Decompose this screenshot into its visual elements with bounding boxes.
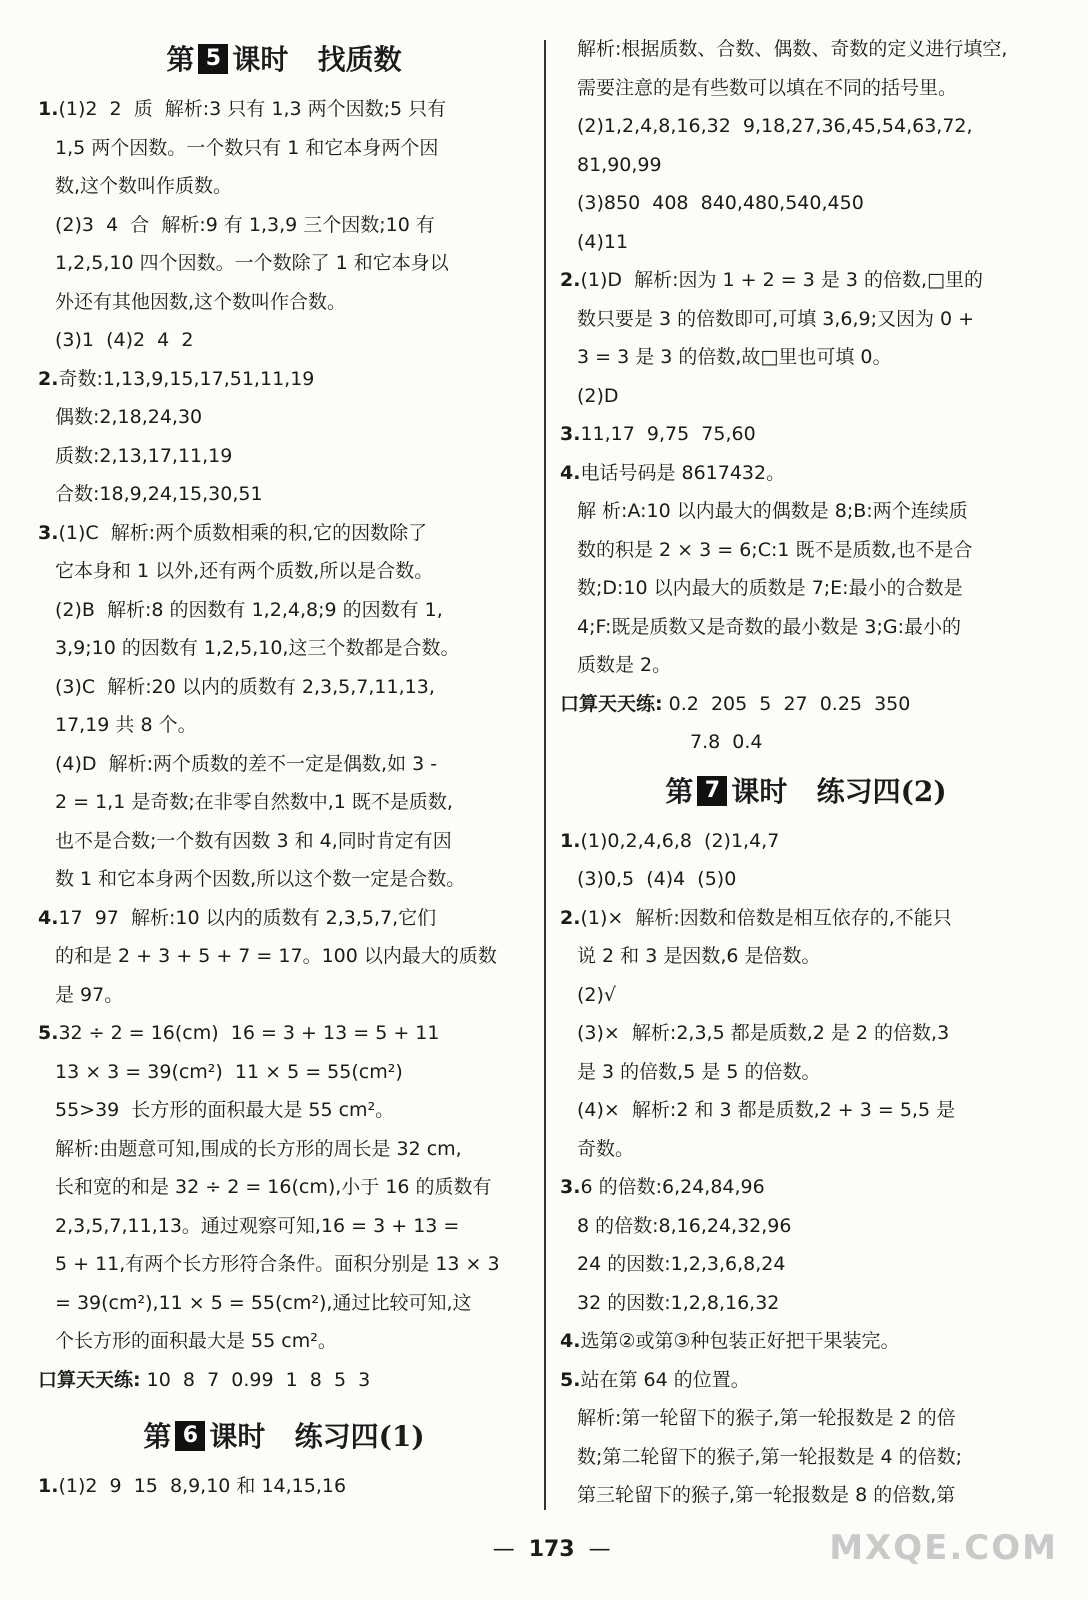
answer-line xyxy=(560,69,1052,108)
answer-line xyxy=(560,937,1052,976)
answer-text: (1)C 解析:两个质数相乘的积,它的因数除了 xyxy=(58,521,428,544)
column-divider xyxy=(544,40,546,1510)
answer-line xyxy=(38,976,530,1015)
answer-line xyxy=(560,184,1052,223)
lesson-title: 练习四(2) xyxy=(816,774,947,808)
mental-math-line xyxy=(560,723,1052,762)
lesson-heading xyxy=(38,1407,530,1467)
answer-line xyxy=(38,129,530,168)
answer-line xyxy=(560,223,1052,262)
answer-line xyxy=(38,552,530,591)
answer-text: 的和是 2 + 3 + 5 + 7 = 17。100 以内最大的质数 xyxy=(55,945,497,967)
answer-text: 11,17 9,75 75,60 xyxy=(580,423,756,445)
answer-text: 2 = 1,1 是奇数;在非零自然数中,1 既不是质数, xyxy=(55,791,453,813)
answer-text: 55>39 长方形的面积最大是 55 cm²。 xyxy=(55,1099,395,1121)
footer-dash-right: — xyxy=(588,1537,611,1562)
answer-text: 也不是合数;一个数有因数 3 和 4,同时肯定有因 xyxy=(55,829,452,852)
answer-line xyxy=(38,1245,530,1284)
answer-line xyxy=(560,1322,1052,1361)
answer-line xyxy=(38,937,530,976)
answer-text: 电话号码是 8617432。 xyxy=(580,461,786,484)
answer-text: (3)× 解析:2,3,5 都是质数,2 是 2 的倍数,3 xyxy=(577,1022,950,1044)
answer-text: 24 的因数:1,2,3,6,8,24 xyxy=(577,1253,786,1275)
answer-text: 长和宽的和是 32 ÷ 2 = 16(cm),小于 16 的质数有 xyxy=(55,1176,492,1198)
answer-line xyxy=(560,261,1052,300)
answer-text: 解析:第一轮留下的猴子,第一轮报数是 2 的倍 xyxy=(577,1407,956,1429)
answer-text: (3)1 (4)2 4 2 xyxy=(55,329,194,351)
answer-text: 6 的倍数:6,24,84,96 xyxy=(580,1176,765,1198)
question-number: 3. xyxy=(38,521,59,544)
answer-text: 它本身和 1 以外,还有两个质数,所以是合数。 xyxy=(55,560,434,582)
answer-text: 81,90,99 xyxy=(577,153,662,176)
answer-text: 第三轮留下的猴子,第一轮报数是 8 的倍数,第 xyxy=(577,1484,956,1506)
answer-line xyxy=(38,437,530,476)
answer-text: 数;第二轮留下的猴子,第一轮报数是 4 的倍数; xyxy=(577,1445,963,1468)
answer-line xyxy=(560,976,1052,1015)
mental-math-line xyxy=(560,685,1052,724)
answer-line xyxy=(38,321,530,360)
answer-text: (2)3 4 合 解析:9 有 1,3,9 三个因数;10 有 xyxy=(55,213,435,236)
answer-line xyxy=(38,1207,530,1246)
question-number: 2. xyxy=(560,906,581,929)
question-number: 5. xyxy=(560,1368,581,1391)
answer-text: 质数是 2。 xyxy=(577,654,672,676)
answer-line xyxy=(560,1476,1052,1515)
answer-line xyxy=(560,1207,1052,1246)
answer-text: 1,2,5,10 四个因数。一个数除了 1 和它本身以 xyxy=(55,252,449,274)
answer-text: 17 97 解析:10 以内的质数有 2,3,5,7,它们 xyxy=(58,906,437,929)
answer-text: 解析:根据质数、合数、偶数、奇数的定义进行填空, xyxy=(577,38,1008,60)
answer-text: 数 1 和它本身两个因数,所以这个数一定是合数。 xyxy=(55,868,466,890)
answer-line xyxy=(38,1322,530,1361)
heading-prefix: 第 xyxy=(166,43,195,76)
answer-line xyxy=(38,591,530,630)
answer-text: 13 × 3 = 39(cm²) 11 × 5 = 55(cm²) xyxy=(55,1060,403,1083)
question-number: 4. xyxy=(38,906,59,929)
answer-text: 是 97。 xyxy=(55,983,124,1006)
answer-text: 解 析:A:10 以内最大的偶数是 8;B:两个连续质 xyxy=(577,500,968,522)
answer-text: (2)1,2,4,8,16,32 9,18,27,36,45,54,63,72, xyxy=(577,115,973,137)
lesson-heading xyxy=(38,30,530,90)
answer-text: 质数:2,13,17,11,19 xyxy=(55,444,233,467)
watermark: MXQE.COM xyxy=(829,1528,1058,1568)
answer-line xyxy=(560,822,1052,861)
answer-text: 32 ÷ 2 = 16(cm) 16 = 3 + 13 = 5 + 11 xyxy=(58,1022,440,1044)
lesson-title: 练习四(1) xyxy=(294,1420,425,1453)
answer-line xyxy=(560,1399,1052,1438)
answer-line xyxy=(38,1467,530,1506)
answer-text: (1)× 解析:因数和倍数是相互依存的,不能只 xyxy=(580,906,952,929)
answer-line xyxy=(560,107,1052,146)
page-number: 173 xyxy=(528,1537,575,1562)
answer-line xyxy=(560,1438,1052,1477)
answer-text: 是 3 的倍数,5 是 5 的倍数。 xyxy=(577,1060,821,1083)
answer-line xyxy=(38,360,530,399)
answer-line xyxy=(560,1284,1052,1323)
answer-line xyxy=(38,398,530,437)
answer-line xyxy=(38,283,530,322)
answer-text: 解析:由题意可知,围成的长方形的周长是 32 cm, xyxy=(55,1137,462,1160)
answer-line xyxy=(560,1168,1052,1207)
question-number: 1. xyxy=(38,98,59,120)
answer-line xyxy=(560,646,1052,685)
answer-text: 数只要是 3 的倍数即可,可填 3,6,9;又因为 0 + xyxy=(577,307,975,330)
answer-line xyxy=(38,1053,530,1092)
answer-line xyxy=(560,300,1052,339)
answer-text: 需要注意的是有些数可以填在不同的括号里。 xyxy=(577,76,958,99)
heading-suffix: 课时 xyxy=(232,43,289,76)
answer-text: 2,3,5,7,11,13。通过观察可知,16 = 3 + 13 = xyxy=(55,1214,460,1237)
answer-line xyxy=(38,475,530,514)
question-number: 2. xyxy=(560,269,581,291)
answer-line xyxy=(38,860,530,899)
answer-text: 选第②或第③种包装正好把干果装完。 xyxy=(580,1330,900,1352)
question-number: 2. xyxy=(38,367,59,390)
heading-suffix: 课时 xyxy=(209,1420,266,1453)
answer-text: (1)2 9 15 8,9,10 和 14,15,16 xyxy=(58,1475,347,1497)
question-number: 3. xyxy=(560,1176,581,1198)
answer-line xyxy=(38,1284,530,1323)
answer-text: (1)D 解析:因为 1 + 2 = 3 是 3 的倍数,□里的 xyxy=(580,269,983,291)
answer-text: (1)2 2 质 解析:3 只有 1,3 两个因数;5 只有 xyxy=(58,98,447,120)
answer-text: 外还有其他因数,这个数叫作合数。 xyxy=(55,290,347,313)
answer-text: 8 的倍数:8,16,24,32,96 xyxy=(577,1214,792,1237)
answer-line xyxy=(38,899,530,938)
answer-text: (4)× 解析:2 和 3 都是质数,2 + 3 = 5,5 是 xyxy=(577,1099,956,1121)
answer-line xyxy=(560,377,1052,416)
answer-text: (4)11 xyxy=(577,230,629,253)
question-number: 4. xyxy=(560,1330,581,1352)
answer-line xyxy=(560,1053,1052,1092)
answer-text: 1,5 两个因数。一个数只有 1 和它本身两个因 xyxy=(55,136,439,159)
question-number: 3. xyxy=(560,423,581,445)
mental-math-answers: 10 8 7 0.99 1 8 5 3 xyxy=(140,1368,371,1391)
answer-line xyxy=(560,492,1052,531)
answer-line xyxy=(560,860,1052,899)
footer-dash-left: — xyxy=(492,1537,515,1562)
answer-text: 站在第 64 的位置。 xyxy=(580,1368,750,1391)
left-column xyxy=(38,30,530,1506)
question-number: 5. xyxy=(38,1022,59,1044)
lesson-number-badge: 5 xyxy=(198,44,228,74)
answer-text: 3,9;10 的因数有 1,2,5,10,这三个数都是合数。 xyxy=(55,637,460,659)
answer-text: (3)C 解析:20 以内的质数有 2,3,5,7,11,13, xyxy=(55,675,435,698)
answer-text: 数的积是 2 × 3 = 6;C:1 既不是质数,也不是合 xyxy=(577,538,973,561)
heading-prefix: 第 xyxy=(665,774,694,808)
answer-text: (2)B 解析:8 的因数有 1,2,4,8;9 的因数有 1, xyxy=(55,598,443,621)
mental-math-answers: 0.2 205 5 27 0.25 350 xyxy=(662,692,911,715)
answer-line xyxy=(38,1168,530,1207)
answer-line xyxy=(38,668,530,707)
mental-math-answers: 7.8 0.4 xyxy=(690,731,763,753)
right-column xyxy=(560,30,1052,1515)
answer-line xyxy=(560,1014,1052,1053)
answer-line xyxy=(560,1130,1052,1169)
answer-text: (3)0,5 (4)4 (5)0 xyxy=(577,868,737,890)
answer-line xyxy=(38,706,530,745)
answer-text: 数;D:10 以内最大的质数是 7;E:最小的合数是 xyxy=(577,577,963,599)
answer-line xyxy=(560,1245,1052,1284)
question-number: 4. xyxy=(560,461,581,484)
answer-line xyxy=(560,608,1052,647)
lesson-title: 找质数 xyxy=(317,43,402,76)
question-number: 1. xyxy=(560,829,581,852)
answer-line xyxy=(38,783,530,822)
answer-text: = 39(cm²),11 × 5 = 55(cm²),通过比较可知,这 xyxy=(55,1291,472,1314)
answer-text: 说 2 和 3 是因数,6 是倍数。 xyxy=(577,945,821,967)
answer-line xyxy=(38,629,530,668)
question-number: 1. xyxy=(38,1475,59,1497)
answer-line xyxy=(38,167,530,206)
answer-line xyxy=(38,206,530,245)
answer-line xyxy=(560,146,1052,185)
answer-text: (2)D xyxy=(577,384,619,407)
answer-text: (2)√ xyxy=(577,983,617,1006)
answer-text: (3)850 408 840,480,540,450 xyxy=(577,192,864,214)
heading-prefix: 第 xyxy=(143,1420,172,1453)
answer-line xyxy=(38,745,530,784)
answer-text: 奇数。 xyxy=(577,1137,635,1160)
answer-text: 数,这个数叫作质数。 xyxy=(55,175,233,197)
answer-line xyxy=(560,454,1052,493)
mental-math-line xyxy=(38,1361,530,1400)
answer-line xyxy=(560,899,1052,938)
answer-line xyxy=(38,244,530,283)
answer-line xyxy=(560,1091,1052,1130)
answer-line xyxy=(38,1091,530,1130)
answer-text: 个长方形的面积最大是 55 cm²。 xyxy=(55,1330,337,1352)
answer-line xyxy=(38,1130,530,1169)
answer-line xyxy=(38,90,530,129)
spacer xyxy=(38,1399,530,1407)
answer-line xyxy=(560,30,1052,69)
heading-suffix: 课时 xyxy=(731,774,788,808)
lesson-heading xyxy=(560,762,1052,822)
mental-math-label: 口算天天练: xyxy=(38,1368,141,1391)
answer-text: 17,19 共 8 个。 xyxy=(55,714,197,736)
answer-line xyxy=(38,822,530,861)
answer-text: 5 + 11,有两个长方形符合条件。面积分别是 13 × 3 xyxy=(55,1253,500,1275)
lesson-number-badge: 7 xyxy=(697,776,727,806)
answer-text: (1)0,2,4,6,8 (2)1,4,7 xyxy=(580,829,780,852)
answer-line xyxy=(560,531,1052,570)
answer-text: (4)D 解析:两个质数的差不一定是偶数,如 3 - xyxy=(55,752,438,775)
answer-text: 奇数:1,13,9,15,17,51,11,19 xyxy=(58,367,315,390)
answer-text: 偶数:2,18,24,30 xyxy=(55,406,203,428)
answer-line xyxy=(560,1361,1052,1400)
answer-line xyxy=(38,1014,530,1053)
answer-line xyxy=(560,415,1052,454)
answer-line xyxy=(560,338,1052,377)
answer-text: 合数:18,9,24,15,30,51 xyxy=(55,483,263,505)
answer-line xyxy=(38,514,530,553)
mental-math-label: 口算天天练: xyxy=(560,692,663,715)
lesson-number-badge: 6 xyxy=(175,1421,205,1451)
answer-text: 3 = 3 是 3 的倍数,故□里也可填 0。 xyxy=(577,346,892,368)
answer-line xyxy=(560,569,1052,608)
answer-text: 32 的因数:1,2,8,16,32 xyxy=(577,1291,780,1314)
answer-text: 4;F:既是质数又是奇数的最小数是 3;G:最小的 xyxy=(577,615,961,638)
